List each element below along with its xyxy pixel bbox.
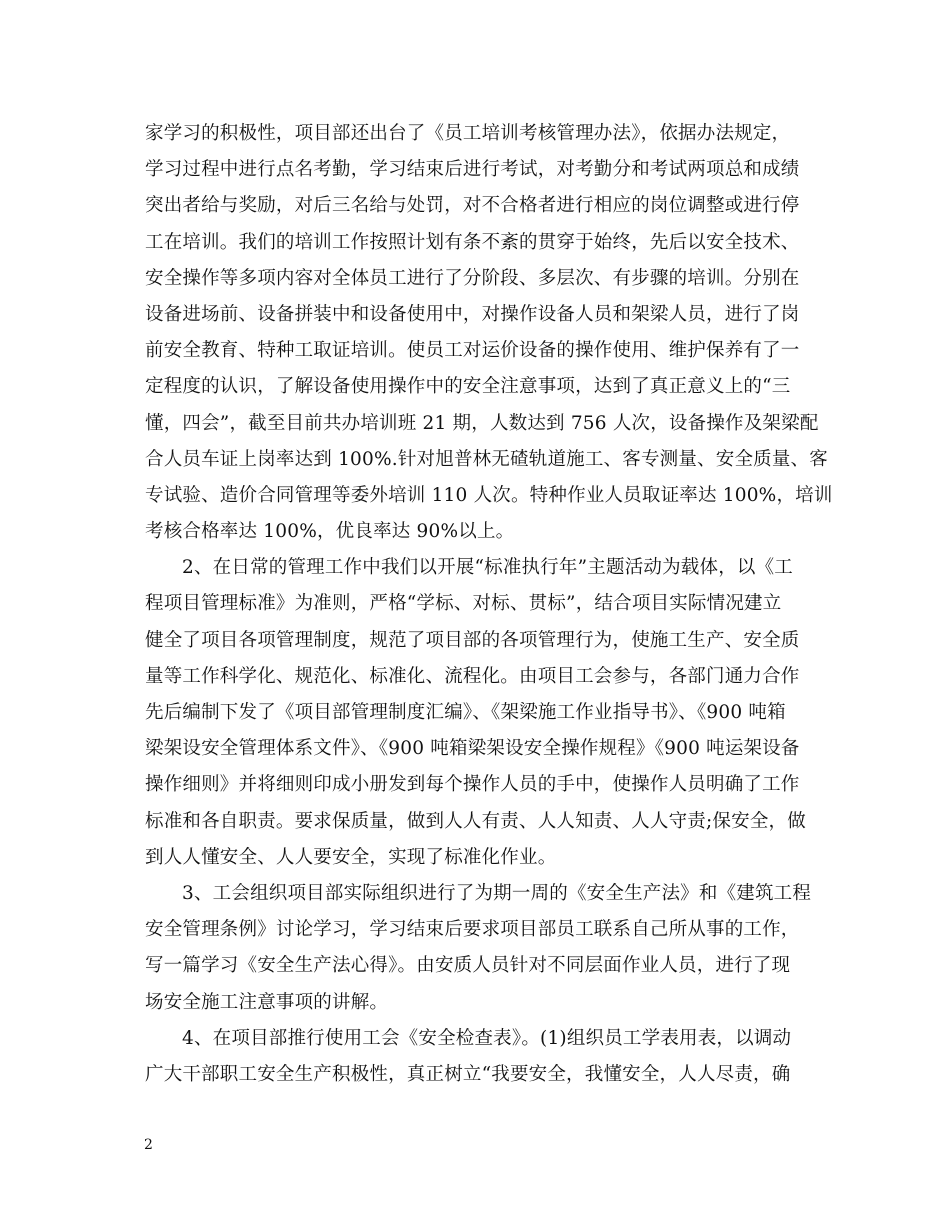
text-line: 工在培训。我们的培训工作按照计划有条不紊的贯穿于始终，先后以安全技术、 bbox=[145, 231, 800, 253]
paragraph-start-line: 4、在项目部推行使用工会《安全检查表》。(1)组织员工学表用表，以调动 bbox=[182, 1027, 792, 1049]
text-line: 标准和各自职责。要求保质量，做到人人有责、人人知责、人人守责;保安全，做 bbox=[145, 810, 806, 832]
paragraph-start-line: 3、工会组织项目部实际组织进行了为期一周的《安全生产法》和《建筑工程 bbox=[182, 882, 812, 904]
text-line: 量等工作科学化、规范化、标准化、流程化。由项目工会参与，各部门通力合作 bbox=[145, 665, 800, 687]
text-line: 专试验、造价合同管理等委外培训 110 人次。特种作业人员取证率达 100%，培训 bbox=[145, 484, 833, 506]
text-line: 家学习的积极性，项目部还出台了《员工培训考核管理办法》，依据办法规定， bbox=[145, 123, 791, 144]
text-line: 梁架设安全管理体系文件》、《900 吨箱梁架设安全操作规程》《900 吨运架设备 bbox=[145, 738, 800, 760]
text-line: 定程度的认识，了解设备使用操作中的安全注意事项，达到了真正意义上的“三 bbox=[145, 376, 791, 398]
text-line: 设备进场前、设备拼装中和设备使用中，对操作设备人员和架梁人员，进行了岗 bbox=[145, 303, 800, 325]
text-line: 前安全教育、特种工取证培训。使员工对运价设备的操作使用、维护保养有了一 bbox=[145, 340, 800, 362]
text-line: 到人人懂安全、人人要安全，实现了标准化作业。 bbox=[145, 846, 557, 868]
text-line: 考核合格率达 100%，优良率达 90%以上。 bbox=[145, 521, 515, 543]
text-line: 健全了项目各项管理制度，规范了项目部的各项管理行为，使施工生产、安全质 bbox=[145, 629, 800, 651]
text-line: 突出者给与奖励，对后三名给与处罚，对不合格者进行相应的岗位调整或进行停 bbox=[145, 195, 800, 217]
page-number: 2 bbox=[144, 1137, 153, 1153]
text-line: 操作细则》并将细则印成小册发到每个操作人员的手中，使操作人员明确了工作 bbox=[145, 774, 800, 796]
text-line: 场安全施工注意事项的讲解。 bbox=[145, 991, 389, 1013]
text-line: 懂，四会”，截至目前共办培训班 21 期，人数达到 756 人次，设备操作及架梁配 bbox=[145, 412, 819, 434]
text-line: 安全管理条例》讨论学习，学习结束后要求项目部员工联系自己所从事的工作， bbox=[145, 919, 800, 941]
text-line: 写一篇学习《安全生产法心得》。由安质人员针对不同层面作业人员，进行了现 bbox=[145, 955, 791, 977]
text-line: 程项目管理标准》为准则，严格“学标、对标、贯标”，结合项目实际情况建立 bbox=[145, 593, 782, 615]
text-line: 安全操作等多项内容对全体员工进行了分阶段、多层次、有步骤的培训。分别在 bbox=[145, 267, 800, 289]
text-line: 学习过程中进行点名考勤，学习结束后进行考试，对考勤分和考试两项总和成绩 bbox=[145, 159, 800, 181]
text-line: 先后编制下发了《项目部管理制度汇编》、《架梁施工作业指导书》、《900 吨箱 bbox=[145, 702, 786, 723]
text-line: 广大干部职工安全生产积极性，真正树立“我要安全，我懂安全，人人尽责，确 bbox=[145, 1063, 791, 1085]
paragraph-start-line: 2、在日常的管理工作中我们以开展“标准执行年”主题活动为载体，以《工 bbox=[182, 557, 793, 579]
document-body bbox=[145, 116, 833, 1093]
text-line: 合人员车证上岗率达到 100%.针对旭普林无碴轨道施工、客专测量、安全质量、客 bbox=[145, 448, 828, 470]
